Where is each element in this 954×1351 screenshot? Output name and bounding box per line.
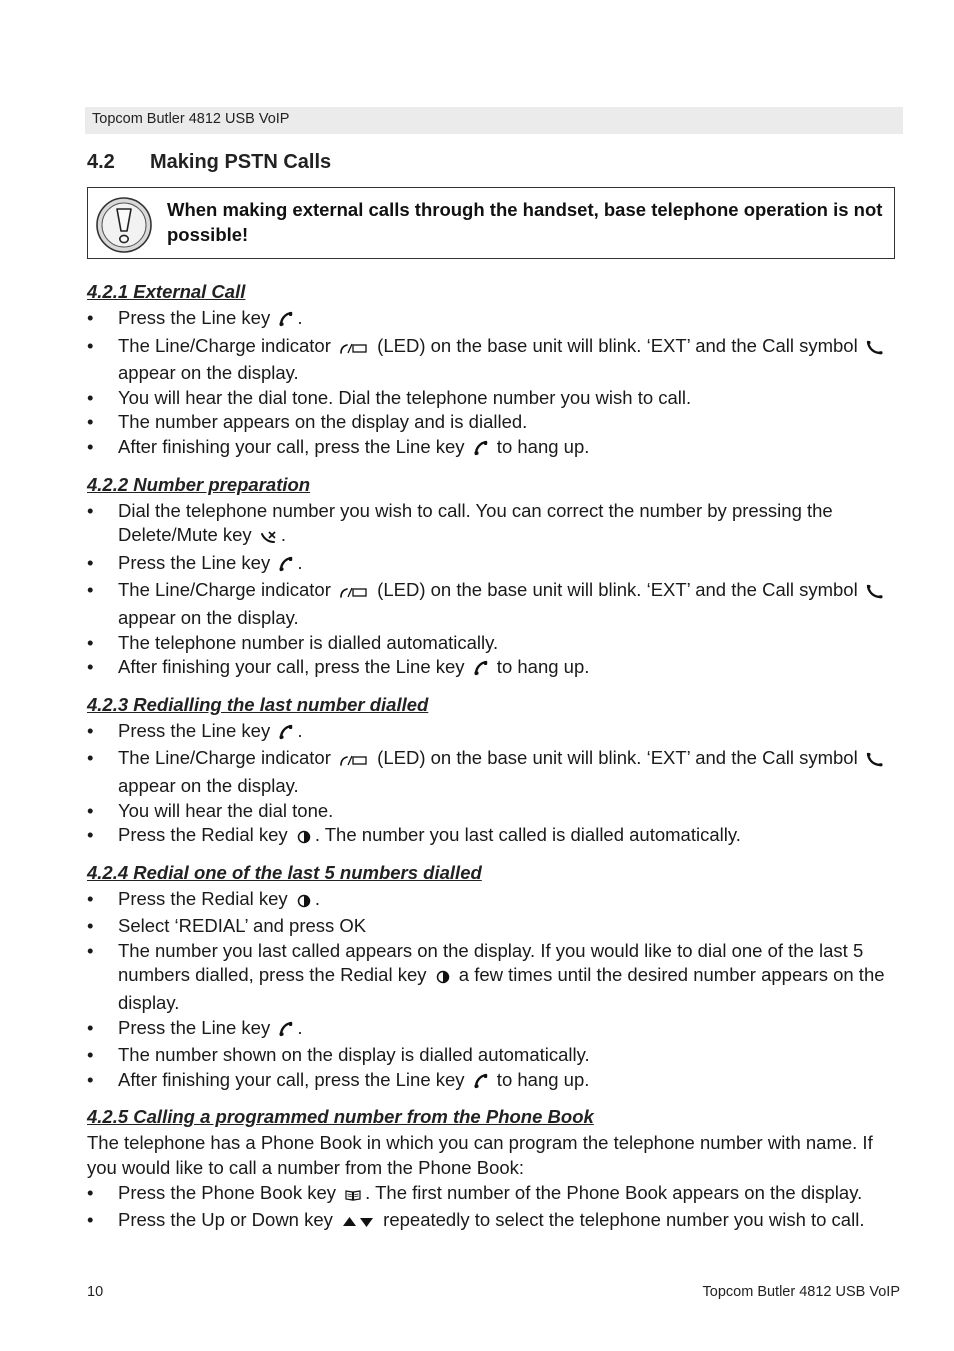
list-item-text: Press the Redial key [118,824,293,846]
list-item-text: . [314,887,320,909]
bullet-marker: • [87,307,94,328]
list-item-text: Press the Phone Book key [118,1181,342,1203]
subsection-heading: 4.2.3 Redialling the last number dialled [87,693,429,715]
list-item-text: After finishing your call, press the Line key [118,1068,470,1090]
bullet-marker: • [87,334,94,356]
redial-key-icon [296,826,312,851]
list-item [87,334,899,386]
list-item-text: The Line/Charge indicator [118,334,337,356]
bullet-marker: • [87,386,94,408]
list-item-text: . [297,719,303,741]
bullet-marker: • [87,411,94,433]
list-item-text: You will hear the dial tone. Dial the telephone number you wish to call. [118,386,692,408]
list-item-text: (LED) on the base unit will blink. ‘EXT’ and the Call symbol [372,747,863,769]
section-title: Making PSTN Calls [150,151,332,173]
bullet-marker: • [87,747,94,769]
list-item-text: . The number you last called is dialled automatically. [314,824,741,846]
list-item-text: You will hear the dial tone. [118,799,334,821]
list-item-text: The Line/Charge indicator [118,747,337,769]
list-item [87,435,899,463]
list-item [87,719,899,747]
list-item-text: appear on the display. [118,362,299,384]
list-item-text: . [297,551,303,573]
bullet-marker: • [87,631,94,653]
list-item-text: . The first number of the Phone Book appears on the display. [365,1181,863,1203]
list-item [87,1181,899,1209]
list-item-text: After finishing your call, press the Line key [118,656,470,678]
running-header-title: Topcom Butler 4812 USB VoIP [92,111,290,127]
bullet-marker: • [87,656,94,678]
list-item-text: Press the Line key [118,307,276,328]
call-symbol-icon [866,749,884,774]
list-item-text: . [280,524,286,546]
subsection-heading: 4.2.4 Redial one of the last 5 numbers dialled [87,861,482,883]
running-header [85,107,903,134]
call-symbol-icon [866,337,884,362]
bullet-marker: • [87,824,94,846]
bullet-marker: • [87,1044,94,1066]
list-item-text: The number shown on the display is dialled automatically. [118,1044,590,1066]
delete-mute-icon [260,526,278,551]
phone-book-key-icon [344,1184,362,1209]
subsection-intro: The telephone has a Phone Book in which you can program the telephone number with name. If you would like to call a number from the Phone Book: [87,1132,873,1179]
bullet-marker: • [87,499,94,521]
up-down-keys-icon [341,1211,375,1236]
list-item-text: to hang up. [491,435,590,457]
list-item-text: The telephone number is dialled automatically. [118,631,499,653]
list-item [87,1208,899,1236]
list-item [87,655,899,683]
list-item-text: The number you last called appears on the display. If you would like to dial one of the last 5 numbers dialled, press the Redial key [118,939,864,986]
list-item [87,939,899,1016]
bullet-marker: • [87,719,94,741]
redial-key-icon [435,966,451,991]
list-item [87,746,899,798]
line-key-icon [278,309,294,334]
list-item [87,578,899,630]
call-symbol-icon [866,581,884,606]
list-item-text: Press the Line key [118,1016,276,1038]
list-item-text: (LED) on the base unit will blink. ‘EXT’ and the Call symbol [372,334,863,356]
bullet-list [87,719,899,851]
list-item [87,631,899,656]
list-item [87,306,899,334]
line-key-icon [473,658,489,683]
list-item [87,1016,899,1044]
list-item-text: to hang up. [491,656,590,678]
list-item [87,1068,899,1096]
list-item-text: to hang up. [491,1068,590,1090]
bullet-marker: • [87,551,94,573]
bullet-marker: • [87,1181,94,1203]
line-charge-indicator-icon [339,581,369,606]
subsection-heading: 4.2.2 Number preparation [87,473,311,495]
list-item-text: Press the Redial key [118,887,293,909]
list-item [87,887,899,915]
list-item-text: Press the Line key [118,551,276,573]
bullet-list [87,1181,899,1236]
list-item-text: Press the Line key [118,719,276,741]
list-item-text: Select ‘REDIAL’ and press OK [118,915,367,937]
list-item-text: After finishing your call, press the Line key [118,435,470,457]
subsection-heading: 4.2.1 External Call [87,281,246,302]
list-item [87,499,899,551]
bullet-marker: • [87,887,94,909]
bullet-marker: • [87,1068,94,1090]
page-number: 10 [87,1284,104,1300]
list-item-text: The Line/Charge indicator [118,579,337,601]
list-item-text: Dial the telephone number you wish to call. You can correct the number by pressing the Delete/Mute key [118,499,833,546]
list-item [87,551,899,579]
list-item-text: . [297,307,303,328]
line-key-icon [278,554,294,579]
list-item-text: Press the Up or Down key [118,1209,339,1231]
footer-title: Topcom Butler 4812 USB VoIP [702,1284,900,1300]
line-key-icon [278,1019,294,1044]
bullet-list [87,306,899,463]
warning-note-text: When making external calls through the handset, base telephone operation is not possible! [167,199,883,245]
list-item [87,823,899,851]
list-item-text: The number appears on the display and is dialled. [118,411,528,433]
list-item [87,386,899,411]
exclamation-icon [95,196,153,254]
section-number: 4.2 [87,151,115,173]
bullet-list [87,499,899,683]
bullet-marker: • [87,435,94,457]
bullet-marker: • [87,799,94,821]
list-item-text: appear on the display. [118,606,299,628]
bullet-marker: • [87,915,94,937]
bullet-marker: • [87,1209,94,1231]
list-item-text: appear on the display. [118,774,299,796]
line-key-icon [278,722,294,747]
redial-key-icon [296,890,312,915]
list-item-text: (LED) on the base unit will blink. ‘EXT’ and the Call symbol [372,579,863,601]
list-item [87,410,899,435]
list-item [87,799,899,824]
section-heading [87,151,331,174]
list-item-text: repeatedly to select the telephone number you wish to call. [378,1209,865,1231]
page-content [87,280,899,1246]
list-item [87,914,899,939]
line-key-icon [473,438,489,463]
list-item-text: . [297,1016,303,1038]
line-charge-indicator-icon [339,749,369,774]
list-item [87,1043,899,1068]
line-charge-indicator-icon [339,337,369,362]
subsection-heading: 4.2.5 Calling a programmed number from the Phone Book [87,1106,594,1128]
bullet-marker: • [87,939,94,961]
list-item-text: a few times until the desired number appears on the display. [118,964,885,1014]
bullet-marker: • [87,1016,94,1038]
bullet-marker: • [87,579,94,601]
bullet-list [87,887,899,1096]
line-key-icon [473,1071,489,1096]
warning-note [87,187,895,259]
